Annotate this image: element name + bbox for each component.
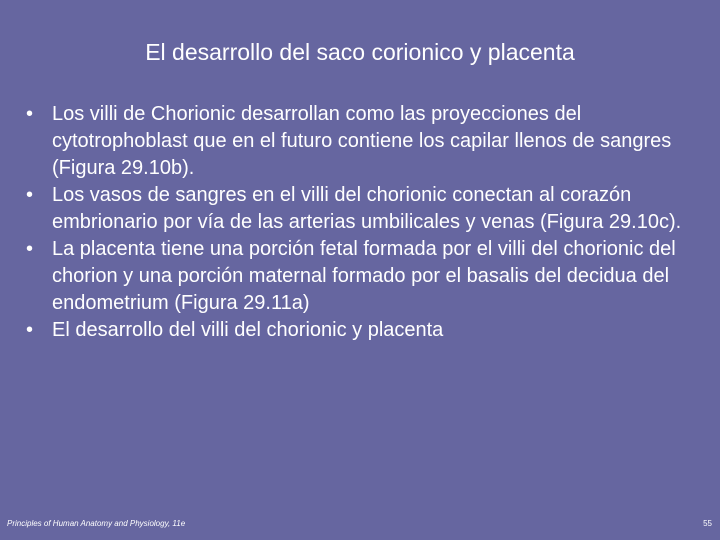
- bullet-item: [26, 236, 706, 317]
- bullet-item: [26, 317, 706, 344]
- bullet-text: Los villi de Chorionic desarrollan como las proyecciones del cytotrophoblast que en el futuro contiene los capilar llenos de sangres (Figura 29.10b).: [52, 103, 672, 179]
- bullet-list: [26, 101, 706, 344]
- bullet-marker: •: [26, 103, 34, 125]
- bullet-text: Los vasos de sangres en el villi del chorionic conectan al corazón embrionario por vía de las arterias umbilicales y venas (Figura 29.10c).: [52, 184, 682, 233]
- bullet-marker: •: [26, 184, 34, 206]
- bullet-text: El desarrollo del villi del chorionic y placenta: [52, 319, 444, 341]
- slide-title: El desarrollo del saco corionico y placenta: [145, 39, 575, 65]
- bullet-marker: •: [26, 238, 34, 260]
- bullet-marker: •: [26, 319, 34, 341]
- page-number: 55: [703, 519, 712, 528]
- bullet-text: La placenta tiene una porción fetal formada por el villi del chorionic del chorion y una porción maternal formado por el basalis del decidua del endometrium (Figura 29.11a): [52, 238, 676, 314]
- footer-source: Principles of Human Anatomy and Physiology, 11e: [7, 519, 186, 528]
- bullet-item: [26, 101, 706, 182]
- bullet-item: [26, 182, 706, 236]
